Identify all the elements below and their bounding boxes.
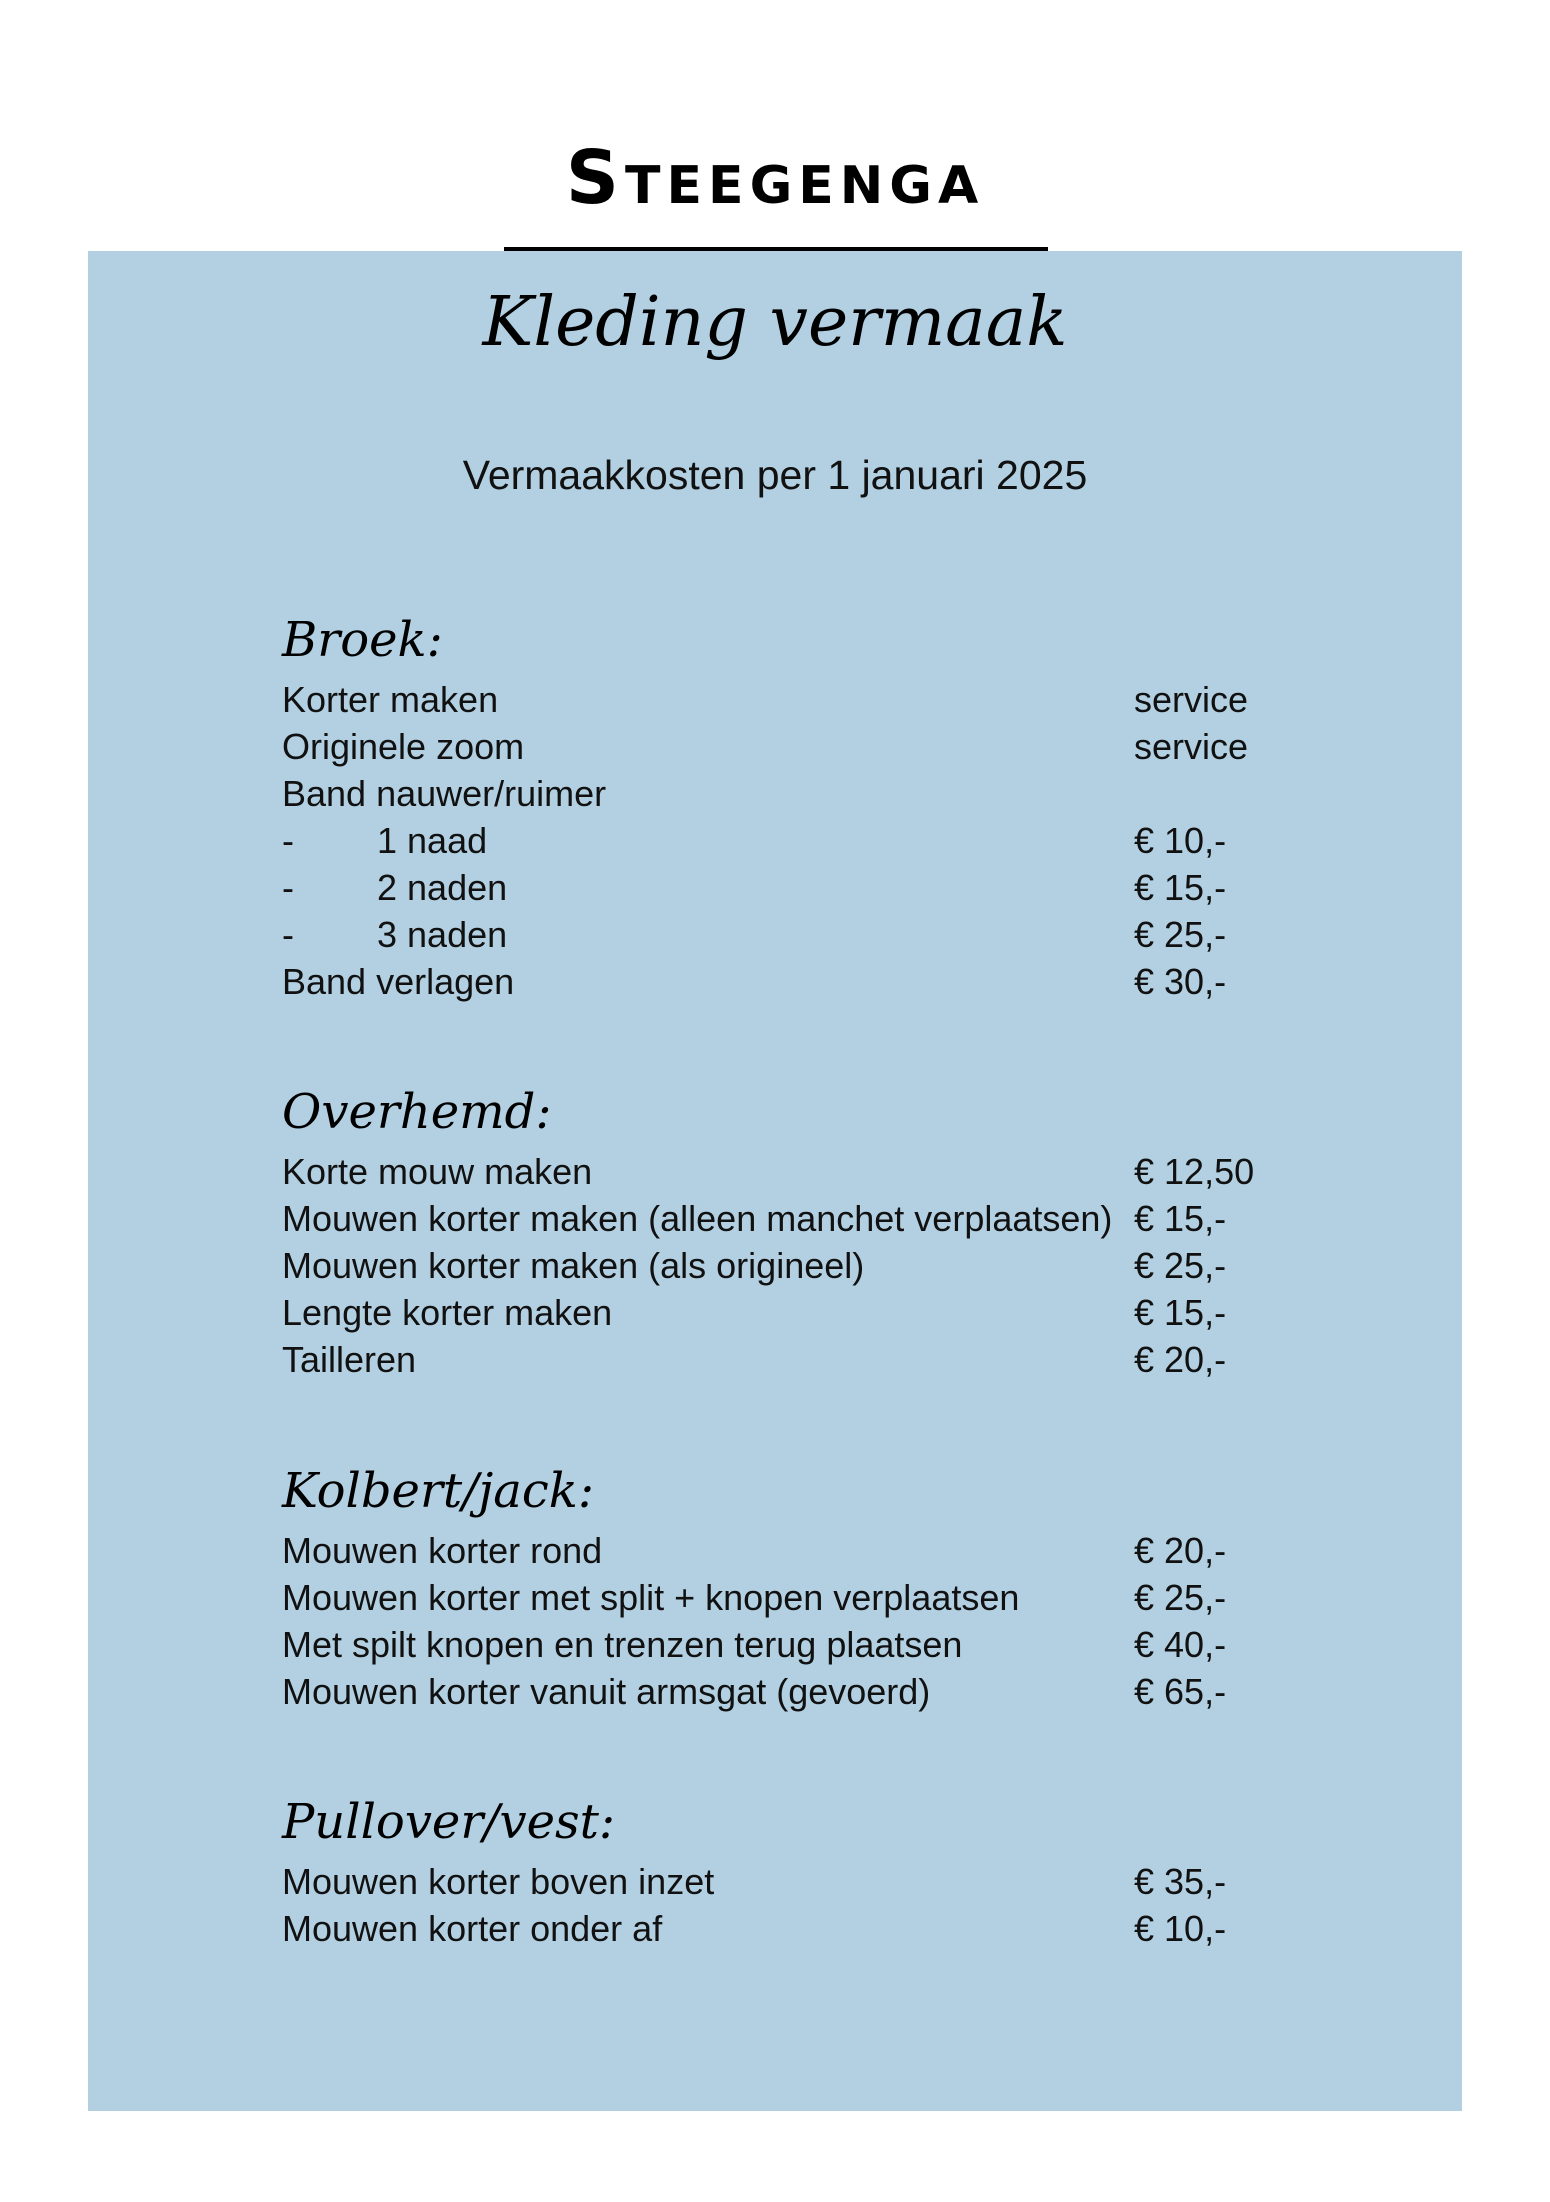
item-dash: - bbox=[282, 914, 294, 955]
price-row bbox=[282, 1621, 1282, 1668]
section-pullover-vest bbox=[282, 1792, 1282, 1952]
price-row bbox=[282, 770, 1282, 817]
price-row bbox=[282, 1242, 1282, 1289]
item-label: Mouwen korter maken (alleen manchet verplaatsen) bbox=[282, 1198, 1113, 1239]
section-heading: Broek: bbox=[282, 612, 443, 668]
page-title: Kleding vermaak bbox=[482, 283, 1068, 362]
item-label: Originele zoom bbox=[282, 726, 525, 767]
section-broek bbox=[282, 610, 1282, 1005]
item-price: € 12,50 bbox=[1134, 1151, 1255, 1192]
item-label: Mouwen korter onder af bbox=[282, 1908, 663, 1949]
item-label: 3 naden bbox=[377, 914, 508, 955]
item-label: Mouwen korter maken (als origineel) bbox=[282, 1245, 865, 1286]
item-label: Korte mouw maken bbox=[282, 1151, 593, 1192]
price-row bbox=[282, 1336, 1282, 1383]
item-label: Mouwen korter met split + knopen verplaatsen bbox=[282, 1577, 1020, 1618]
section-heading: Pullover/vest: bbox=[282, 1794, 616, 1850]
section-overhemd bbox=[282, 1082, 1282, 1383]
page-subtitle: Vermaakkosten per 1 januari 2025 bbox=[462, 452, 1088, 498]
price-row bbox=[282, 958, 1282, 1005]
item-price: € 25,- bbox=[1134, 1577, 1227, 1618]
price-row bbox=[282, 723, 1282, 770]
item-label: 2 naden bbox=[377, 867, 508, 908]
item-price: € 35,- bbox=[1134, 1861, 1227, 1902]
price-row bbox=[282, 1195, 1282, 1242]
price-row bbox=[282, 1148, 1282, 1195]
item-price: € 65,- bbox=[1134, 1671, 1227, 1712]
item-price: service bbox=[1134, 679, 1249, 720]
item-label: Korter maken bbox=[282, 679, 499, 720]
item-price: € 30,- bbox=[1134, 961, 1227, 1002]
price-row bbox=[282, 676, 1282, 723]
item-price: € 15,- bbox=[1134, 867, 1227, 908]
price-row bbox=[282, 1574, 1282, 1621]
price-subrow bbox=[282, 911, 1282, 958]
price-row bbox=[282, 1905, 1282, 1952]
price-subrow bbox=[282, 817, 1282, 864]
item-label: Mouwen korter rond bbox=[282, 1530, 603, 1571]
item-label: Band verlagen bbox=[282, 961, 515, 1002]
item-label: Met spilt knopen en trenzen terug plaatsen bbox=[282, 1624, 963, 1665]
item-label: 1 naad bbox=[377, 820, 488, 861]
section-kolbert-jack bbox=[282, 1461, 1282, 1715]
item-price: service bbox=[1134, 726, 1249, 767]
section-heading: Kolbert/jack: bbox=[282, 1463, 594, 1519]
item-price: € 15,- bbox=[1134, 1198, 1227, 1239]
item-dash: - bbox=[282, 820, 294, 861]
brand-name: Steegenga bbox=[565, 135, 985, 221]
item-price: € 10,- bbox=[1134, 1908, 1227, 1949]
item-price: € 25,- bbox=[1134, 1245, 1227, 1286]
item-price: € 20,- bbox=[1134, 1339, 1227, 1380]
price-row bbox=[282, 1289, 1282, 1336]
item-price: € 20,- bbox=[1134, 1530, 1227, 1571]
item-price: € 40,- bbox=[1134, 1624, 1227, 1665]
price-row bbox=[282, 1527, 1282, 1574]
item-label: Mouwen korter boven inzet bbox=[282, 1861, 715, 1902]
item-dash: - bbox=[282, 867, 294, 908]
price-row bbox=[282, 1858, 1282, 1905]
item-label: Mouwen korter vanuit armsgat (gevoerd) bbox=[282, 1671, 931, 1712]
price-subrow bbox=[282, 864, 1282, 911]
item-label: Tailleren bbox=[282, 1339, 417, 1380]
section-heading: Overhemd: bbox=[282, 1084, 552, 1140]
item-price: € 15,- bbox=[1134, 1292, 1227, 1333]
item-label: Lengte korter maken bbox=[282, 1292, 613, 1333]
item-price: € 10,- bbox=[1134, 820, 1227, 861]
item-price: € 25,- bbox=[1134, 914, 1227, 955]
price-row bbox=[282, 1668, 1282, 1715]
item-label: Band nauwer/ruimer bbox=[282, 773, 607, 814]
